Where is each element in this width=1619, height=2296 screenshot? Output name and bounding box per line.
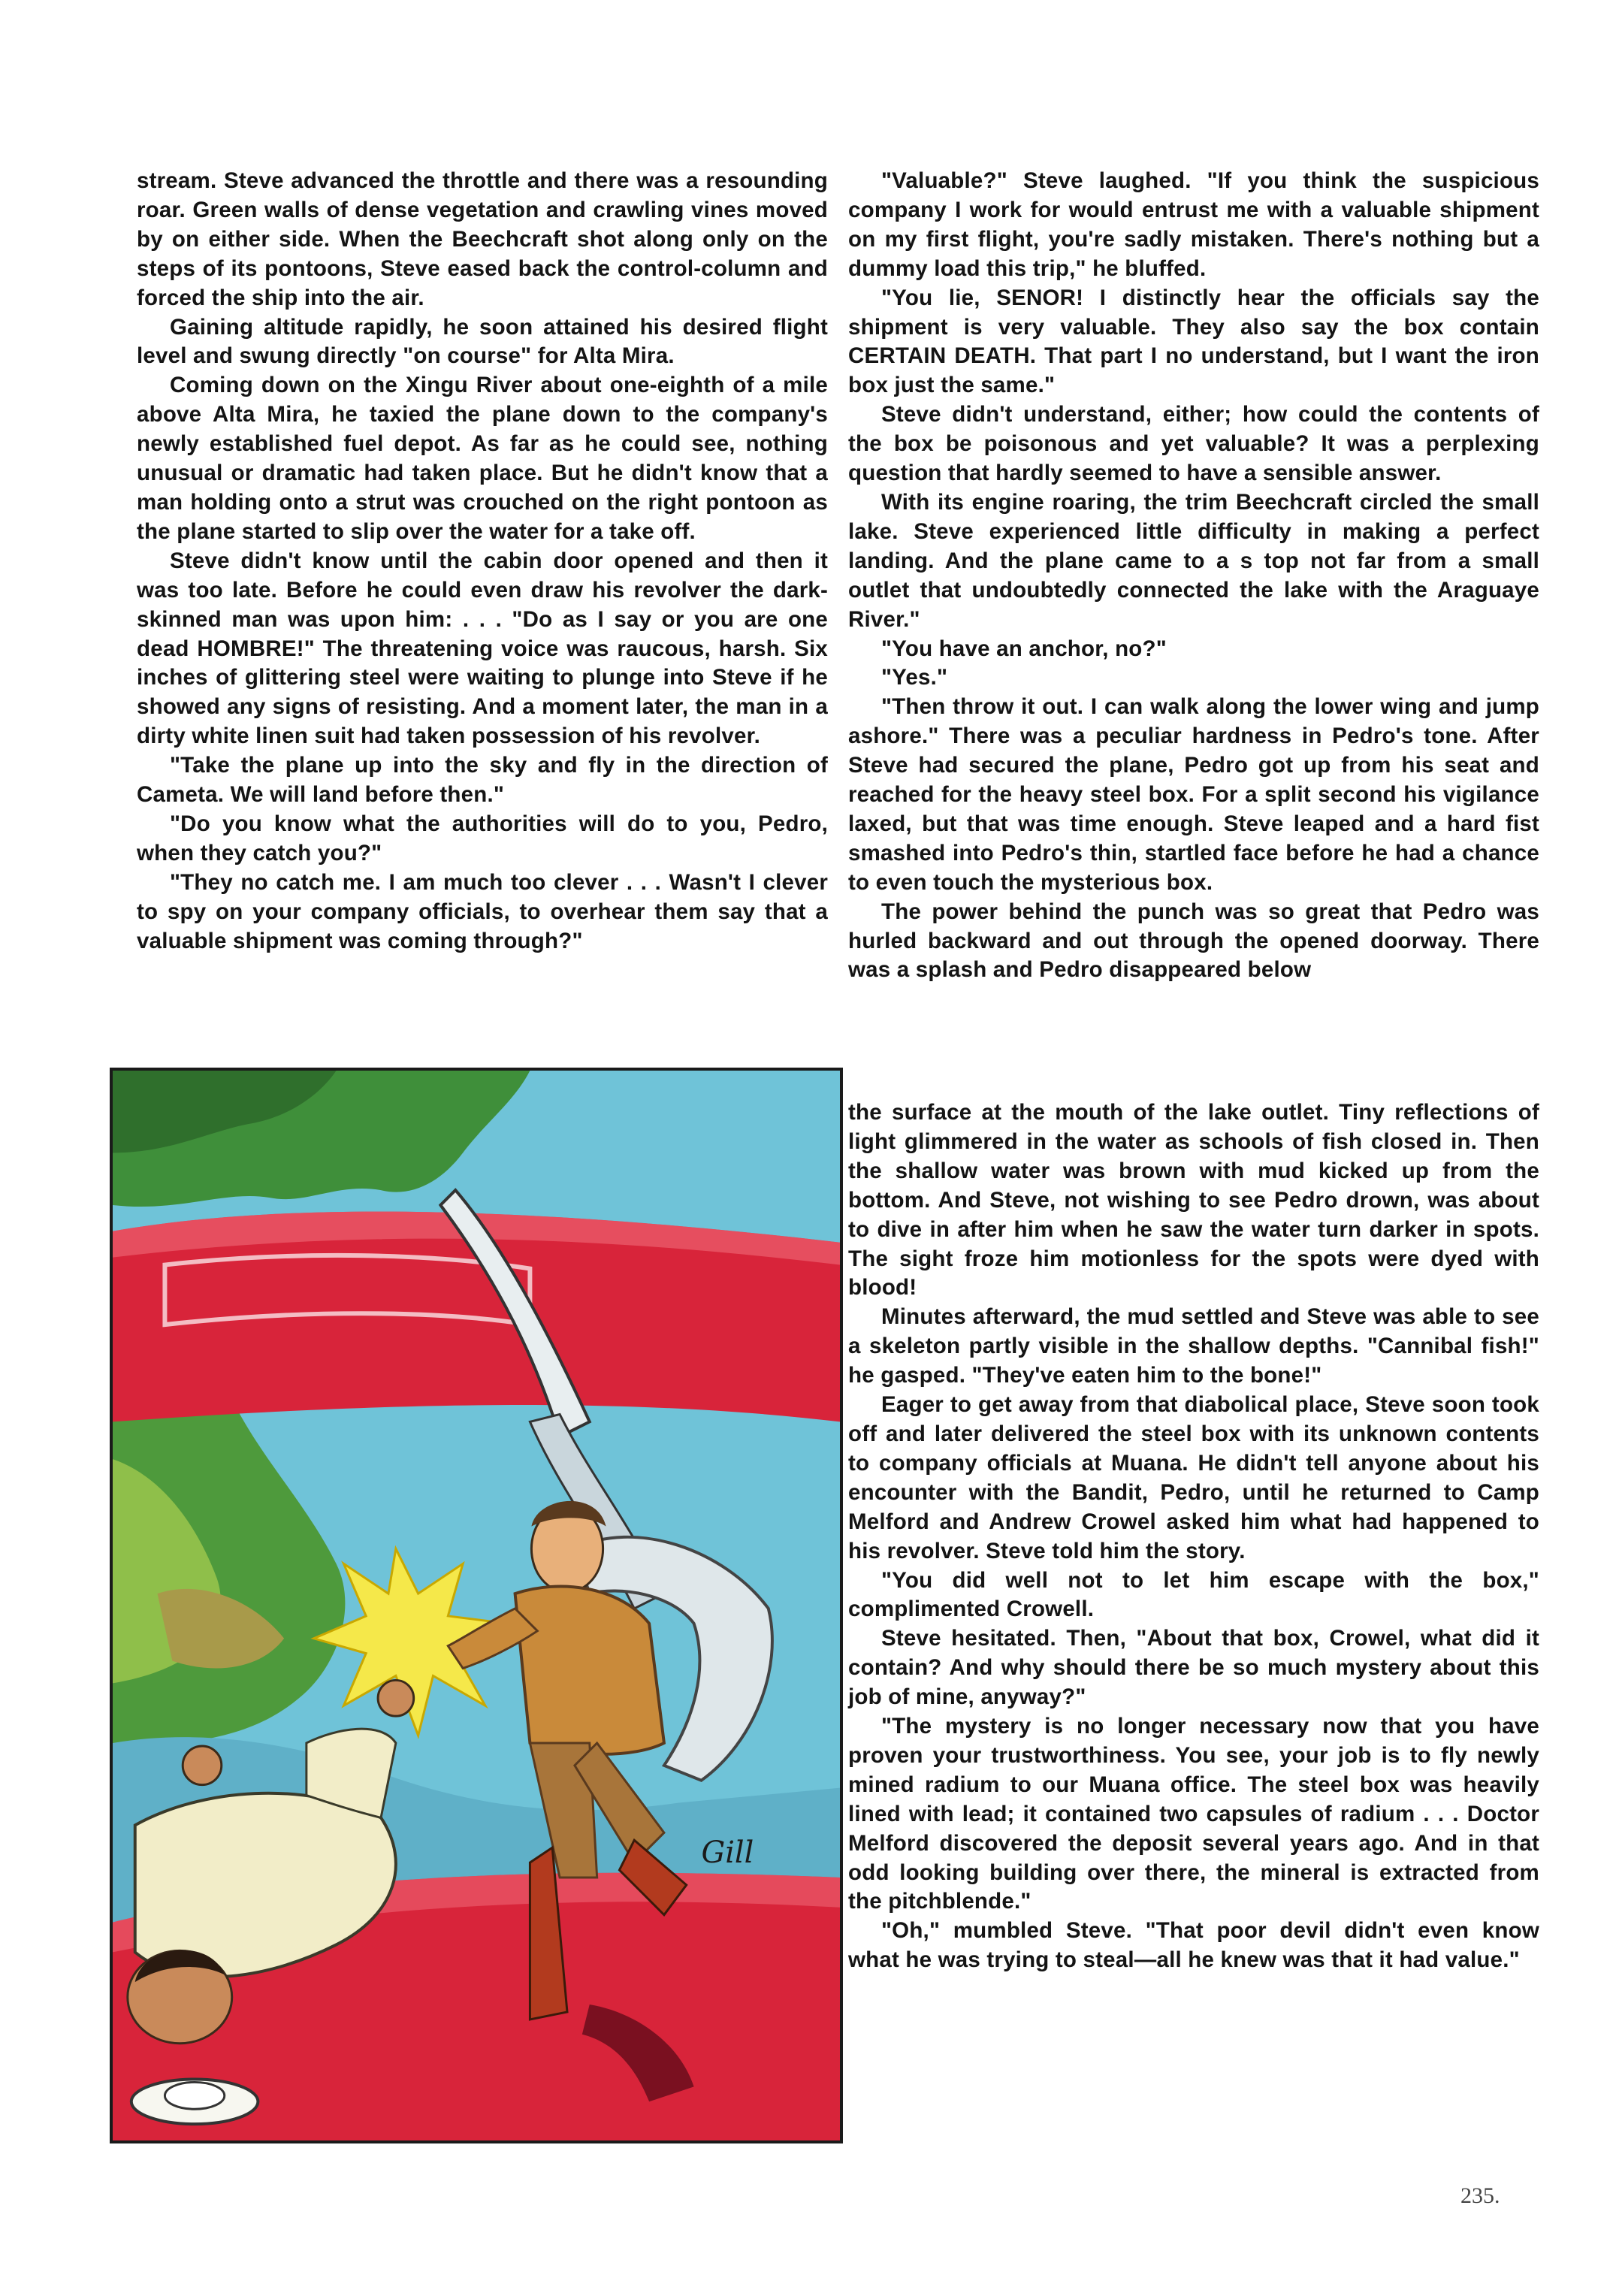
paragraph: "Yes." [881, 665, 948, 690]
comic-illustration-panel [110, 1068, 843, 2143]
paragraph: "You have an anchor, no?" [881, 636, 1167, 661]
paragraph: With its engine roaring, the trim Beechcraft circled the small lake. Steve experienced little difficulty in making a perfect landing. And the plane came to a s top not far from a small outlet that undoubtedly connected the lake with the Araguaye River." [848, 489, 1539, 632]
paragraph: the surface at the mouth of the lake outlet. Tiny reflections of light glimmered in the water as schools of fish closed in. Then the shallow water was brown with mud kicked up from the bottom. And Steve, not wishing to see Pedro drown, was about to dive in after him when he saw the water turn darker in spots. The sight froze him motionless for the spots were dyed with blood! [848, 1100, 1539, 1301]
paragraph: "They no catch me. I am much too clever . . . Wasn't I clever to spy on your company officials, to overhear them say that a valuable shipment was coming through?" [137, 869, 828, 953]
pedro-hand [378, 1680, 414, 1716]
page-number: 235. [1460, 2183, 1500, 2208]
paragraph: "Do you know what the authorities will do to you, Pedro, when they catch you?" [137, 811, 828, 866]
paragraph: The power behind the punch was so great that Pedro was hurled backward and out through the opened doorway. There was a splash and Pedro disappeared below [848, 899, 1539, 983]
paragraph: Minutes afterward, the mud settled and Steve was able to see a skeleton partly visible in the shallow depths. "Cannibal fish!" he gasped. "They've eaten him to the bone!" [848, 1304, 1539, 1388]
illustration-art [113, 1071, 840, 2140]
paragraph: "Then throw it out. I can walk along the lower wing and jump ashore." There was a peculiar hardness in Pedro's tone. After Steve had secured the plane, Pedro got up from his seat and reached for the heavy steel box. For a split second his vigilance laxed, but that was time enough. Steve leaped and a hard fist smashed into Pedro's thin, startled face before he had a chance to even touch the mysterious box. [848, 694, 1539, 895]
paragraph: Steve didn't know until the cabin door opened and then it was too late. Before he could even draw his revolver the dark-skinned man was upon him: . . . "Do as I say or you are one dead HOMBRE!" The threatening voice was raucous, harsh. Six inches of glittering steel were waiting to plunge into Steve if he showed any signs of resisting. And a moment later, the man in a dirty white linen suit had taken possession of his revolver. [137, 548, 828, 749]
paragraph: Eager to get away from that diabolical place, Steve soon took off and later delivered the steel box with its unknown contents to company officials at Muana. He didn't tell anyone about his encounter with the Bandit, Pedro, until he returned to Camp Melford and Andrew Crowel asked him what had happened to his revolver. Steve told him the story. [848, 1392, 1539, 1563]
paragraph: "Take the plane up into the sky and fly in the direction of Cameta. We will land before then." [137, 753, 828, 808]
paragraph: "Valuable?" Steve laughed. "If you think the suspicious company I work for would entrust me with a valuable shipment on my first flight, you're sadly mistaken. There's nothing but a dummy load this trip," he bluffed. [848, 168, 1539, 281]
paragraph: Coming down on the Xingu River about one-eighth of a mile above Alta Mira, he taxied the plane down to the company's newly established fuel depot. As far as he could see, nothing unusual or dramatic had taken place. But he didn't know that a man holding onto a strut was crouched on the right pontoon as the plane started to slip over the water for a take off. [137, 373, 828, 544]
right-text-column-bottom [848, 1098, 1539, 1975]
paragraph: Steve hesitated. Then, "About that box, Crowel, what did it contain? And why should there be so much mystery about this job of mine, anyway?" [848, 1626, 1539, 1710]
paragraph: stream. Steve advanced the throttle and there was a resounding roar. Green walls of dense vegetation and crawling vines moved by on either side. When the Beechcraft shot along only on the steps of its pontoons, Steve eased back the control-column and forced the ship into the air. [137, 168, 828, 310]
right-text-column-top [848, 167, 1539, 985]
paragraph: Steve didn't understand, either; how could the contents of the box be poisonous and yet valuable? It was a perplexing question that hardly seemed to have a sensible answer. [848, 402, 1539, 486]
artist-signature: Gill [701, 1835, 754, 1871]
pedro-fist [183, 1746, 222, 1785]
paragraph: "Oh," mumbled Steve. "That poor devil didn't even know what he was trying to steal—all he knew was that it had value." [848, 1918, 1539, 1973]
left-text-column [137, 167, 828, 956]
fallen-hat-crown [165, 2082, 224, 2109]
paragraph: "You lie, SENOR! I distinctly hear the officials say the shipment is very valuable. They also say the box contain CERTAIN DEATH. That part I no understand, but I want the iron box just the same." [848, 285, 1539, 398]
paragraph: "The mystery is no longer necessary now that you have proven your trustworthiness. You see, your job is to fly newly mined radium to our Muana office. The steel box was heavily lined with lead; it contained two capsules of radium . . . Doctor Melford discovered the deposit several years ago. And in that odd looking building over there, the mineral is extracted from the pitchblende." [848, 1714, 1539, 1914]
paragraph: "You did well not to let him escape with the box," complimented Crowell. [848, 1567, 1539, 1622]
paragraph: Gaining altitude rapidly, he soon attained his desired flight level and swung directly "on course" for Alta Mira. [137, 314, 828, 369]
